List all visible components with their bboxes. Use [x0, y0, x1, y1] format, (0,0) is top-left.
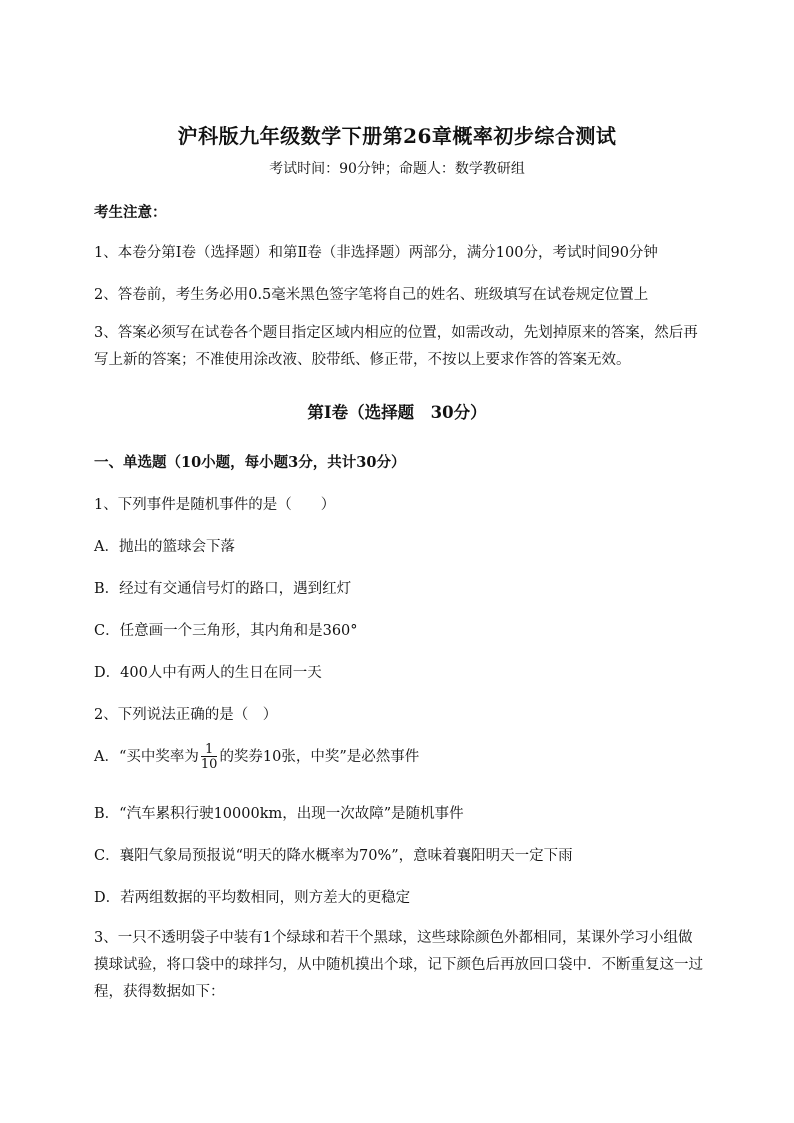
question-2-option-d: D．若两组数据的平均数相同，则方差大的更稳定 — [94, 890, 411, 906]
page-title: 沪科版九年级数学下册第26章概率初步综合测试 — [177, 124, 617, 148]
option-a-suffix: 的奖券10张，中奖”是必然事件 — [219, 749, 420, 765]
question-1-option-a: A．抛出的篮球会下落 — [94, 539, 235, 555]
question-1-option-b: B．经过有交通信号灯的路口，遇到红灯 — [94, 581, 352, 597]
notice-item-2: 2、答卷前，考生务必用0.5毫米黑色签字笔将自己的姓名、班级填写在试卷规定位置上 — [94, 287, 649, 303]
section-title: 一、单选题（10小题，每小题3分，共计30分） — [94, 454, 406, 471]
part-heading: 第Ⅰ卷（选择题 30分） — [307, 403, 487, 422]
notice-item-1: 1、本卷分第Ⅰ卷（选择题）和第Ⅱ卷（非选择题）两部分，满分100分，考试时间90分钟 — [94, 245, 658, 261]
question-2-stem: 2、下列说法正确的是（ ） — [94, 707, 278, 723]
question-2-option-c: C．襄阳气象局预报说“明天的降水概率为70%”，意味着襄阳明天一定下雨 — [94, 848, 573, 864]
notice-heading: 考生注意： — [94, 204, 167, 221]
option-a-prefix: A．“买中奖率为 — [94, 749, 199, 765]
fraction-numerator: 1 — [201, 743, 218, 757]
question-1-stem: 1、下列事件是随机事件的是（ ） — [94, 497, 336, 513]
question-2-option-b: B．“汽车累积行驶10000km，出现一次故障”是随机事件 — [94, 806, 464, 822]
question-1-option-d: D．400人中有两人的生日在同一天 — [94, 665, 322, 681]
fraction-denominator: 10 — [200, 757, 218, 772]
notice-item-3: 3、答案必须写在试卷各个题目指定区域内相应的位置，如需改动，先划掉原来的答案，然后再写上新的答案；不准使用涂改液、胶带纸、修正带，不按以上要求作答的答案无效。 — [94, 325, 698, 368]
question-1-option-c: C．任意画一个三角形，其内角和是360° — [94, 623, 358, 639]
exam-info: 考试时间：90分钟；命题人：数学教研组 — [269, 161, 525, 177]
fraction — [201, 743, 218, 771]
question-3-stem: 3、一只不透明袋子中装有1个绿球和若干个黑球，这些球除颜色外都相同，某课外学习小组做摸球试验，将口袋中的球拌匀，从中随机摸出个球，记下颜色后再放回口袋中．不断重复这一过程，获得数据如下： — [94, 930, 703, 1000]
question-2-option-a — [94, 743, 419, 771]
